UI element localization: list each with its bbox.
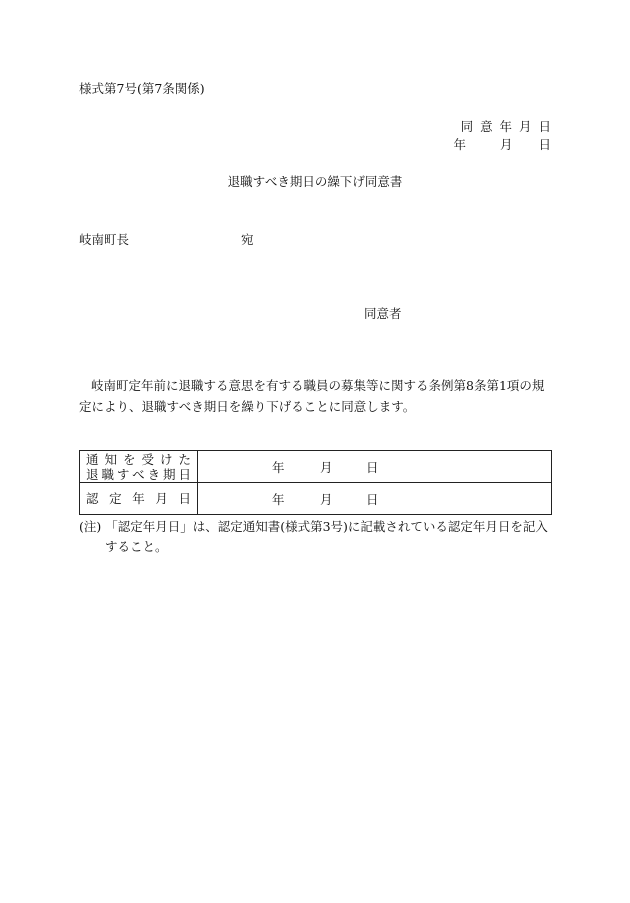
- year-label: 年: [272, 459, 285, 475]
- month-label: 月: [320, 491, 333, 507]
- document-title: 退職すべき期日の繰下げ同意書: [227, 174, 403, 189]
- addressee-name: 岐南町長: [79, 232, 130, 247]
- month-label: 月: [320, 459, 333, 475]
- addressee: [79, 232, 254, 248]
- date-month-label: 月: [499, 137, 513, 152]
- certification-date-value-cell: [198, 483, 552, 515]
- date-year-label: 年: [453, 137, 466, 152]
- table-row-certification-date: [80, 483, 552, 515]
- row-header-certification-date: [80, 483, 198, 515]
- consent-date-line: [453, 137, 551, 153]
- day-label: 日: [366, 459, 379, 475]
- row-header-notified-date: [80, 451, 198, 483]
- footnote: (注) 「認定年月日」は、認定通知書(様式第3号)に記載されている認定年月日を記入すること。: [79, 519, 548, 554]
- notified-date-value-cell: [198, 451, 552, 483]
- year-label: 年: [272, 491, 285, 507]
- row-header-line: 認 定 年 月 日: [86, 491, 191, 506]
- row-header-line: 退職すべき期日: [86, 466, 191, 482]
- form-number: 様式第7号(第7条関係): [79, 81, 205, 96]
- date-day-label: 日: [538, 137, 551, 152]
- row-header-line: 通 知 を 受 け た: [86, 451, 191, 467]
- consent-date-label: 同 意 年 月 日: [460, 119, 551, 134]
- consent-body-text: 岐南町定年前に退職する意思を有する職員の募集等に関する条例第8条第1項の規定により、退職すべき期日を繰り下げることに同意します。: [79, 378, 545, 414]
- addressee-honorific: 宛: [241, 232, 254, 247]
- table-row-notified-date: [80, 451, 552, 483]
- date-table: [79, 450, 552, 515]
- day-label: 日: [366, 491, 379, 507]
- consenter-label: 同意者: [364, 306, 402, 321]
